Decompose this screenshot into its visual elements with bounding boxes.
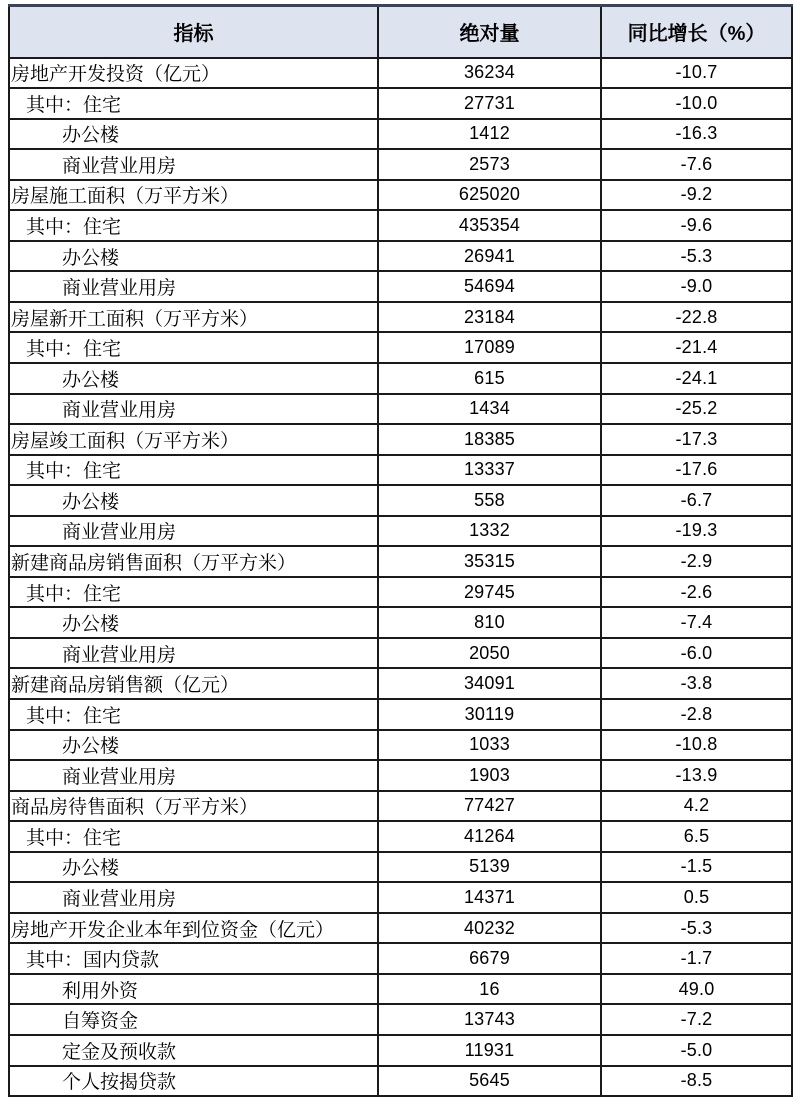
absolute-amount-cell: 558: [378, 485, 601, 516]
absolute-amount-cell: 23184: [378, 302, 601, 333]
table-row: [9, 546, 792, 577]
table-row: [9, 149, 792, 180]
yoy-growth-cell: -2.9: [601, 546, 792, 577]
yoy-growth-cell: -6.0: [601, 638, 792, 669]
table-row: [9, 1066, 792, 1097]
table-row: [9, 821, 792, 852]
table-row: [9, 180, 792, 211]
absolute-amount-cell: 615: [378, 363, 601, 394]
table-row: [9, 638, 792, 669]
header-absolute-amount: 绝对量: [378, 6, 601, 58]
absolute-amount-cell: 2050: [378, 638, 601, 669]
absolute-amount-cell: 54694: [378, 271, 601, 302]
table-row: [9, 119, 792, 150]
table-row: [9, 302, 792, 333]
absolute-amount-cell: 40232: [378, 913, 601, 944]
yoy-growth-cell: -17.3: [601, 424, 792, 455]
absolute-amount-cell: 2573: [378, 149, 601, 180]
absolute-amount-cell: 18385: [378, 424, 601, 455]
table-row: [9, 210, 792, 241]
indicator-cell: 商业营业用房: [9, 516, 378, 547]
absolute-amount-cell: 30119: [378, 699, 601, 730]
indicator-cell: 办公楼: [9, 363, 378, 394]
indicator-cell: 办公楼: [9, 485, 378, 516]
indicator-cell: 商业营业用房: [9, 394, 378, 425]
absolute-amount-cell: 13337: [378, 455, 601, 486]
yoy-growth-cell: -9.6: [601, 210, 792, 241]
absolute-amount-cell: 36234: [378, 58, 601, 89]
indicator-cell: 新建商品房销售额（亿元）: [9, 668, 378, 699]
indicator-cell: 办公楼: [9, 852, 378, 883]
indicator-cell: 房屋新开工面积（万平方米）: [9, 302, 378, 333]
table-header: [9, 6, 792, 58]
table-row: [9, 455, 792, 486]
absolute-amount-cell: 29745: [378, 577, 601, 608]
indicator-cell: 其中：住宅: [9, 821, 378, 852]
yoy-growth-cell: -10.0: [601, 88, 792, 119]
absolute-amount-cell: 6679: [378, 943, 601, 974]
yoy-growth-cell: -5.3: [601, 913, 792, 944]
yoy-growth-cell: -7.4: [601, 607, 792, 638]
indicator-cell: 商业营业用房: [9, 271, 378, 302]
header-yoy-growth: 同比增长（%）: [601, 6, 792, 58]
yoy-growth-cell: 4.2: [601, 791, 792, 822]
yoy-growth-cell: -5.3: [601, 241, 792, 272]
yoy-growth-cell: -5.0: [601, 1035, 792, 1066]
absolute-amount-cell: 16: [378, 974, 601, 1005]
indicator-cell: 个人按揭贷款: [9, 1066, 378, 1097]
yoy-growth-cell: -1.7: [601, 943, 792, 974]
indicator-cell: 办公楼: [9, 607, 378, 638]
table-row: [9, 332, 792, 363]
table-row: [9, 241, 792, 272]
table-row: [9, 516, 792, 547]
table-row: [9, 577, 792, 608]
indicator-cell: 办公楼: [9, 241, 378, 272]
table-body: [9, 58, 792, 1097]
indicator-cell: 其中：国内贷款: [9, 943, 378, 974]
table-row: [9, 88, 792, 119]
yoy-growth-cell: -19.3: [601, 516, 792, 547]
table-row: [9, 271, 792, 302]
yoy-growth-cell: -24.1: [601, 363, 792, 394]
absolute-amount-cell: 810: [378, 607, 601, 638]
yoy-growth-cell: -9.0: [601, 271, 792, 302]
header-row: [9, 6, 792, 58]
absolute-amount-cell: 41264: [378, 821, 601, 852]
table-row: [9, 363, 792, 394]
absolute-amount-cell: 26941: [378, 241, 601, 272]
indicator-cell: 商业营业用房: [9, 149, 378, 180]
indicator-cell: 商业营业用房: [9, 760, 378, 791]
yoy-growth-cell: -8.5: [601, 1066, 792, 1097]
indicator-cell: 房地产开发投资（亿元）: [9, 58, 378, 89]
table-row: [9, 485, 792, 516]
yoy-growth-cell: -2.8: [601, 699, 792, 730]
yoy-growth-cell: -10.7: [601, 58, 792, 89]
table-row: [9, 394, 792, 425]
yoy-growth-cell: -2.6: [601, 577, 792, 608]
indicator-cell: 定金及预收款: [9, 1035, 378, 1066]
table-row: [9, 974, 792, 1005]
yoy-growth-cell: -21.4: [601, 332, 792, 363]
yoy-growth-cell: -3.8: [601, 668, 792, 699]
yoy-growth-cell: 6.5: [601, 821, 792, 852]
yoy-growth-cell: 49.0: [601, 974, 792, 1005]
indicator-cell: 房屋施工面积（万平方米）: [9, 180, 378, 211]
yoy-growth-cell: -6.7: [601, 485, 792, 516]
absolute-amount-cell: 1412: [378, 119, 601, 150]
table-row: [9, 943, 792, 974]
indicator-cell: 新建商品房销售面积（万平方米）: [9, 546, 378, 577]
header-indicator: 指标: [9, 6, 378, 58]
absolute-amount-cell: 77427: [378, 791, 601, 822]
indicator-cell: 其中：住宅: [9, 699, 378, 730]
absolute-amount-cell: 35315: [378, 546, 601, 577]
absolute-amount-cell: 1033: [378, 730, 601, 761]
indicator-cell: 其中：住宅: [9, 577, 378, 608]
indicator-cell: 办公楼: [9, 730, 378, 761]
absolute-amount-cell: 1903: [378, 760, 601, 791]
indicator-cell: 其中：住宅: [9, 332, 378, 363]
absolute-amount-cell: 34091: [378, 668, 601, 699]
table-row: [9, 58, 792, 89]
yoy-growth-cell: -25.2: [601, 394, 792, 425]
indicator-cell: 房地产开发企业本年到位资金（亿元）: [9, 913, 378, 944]
absolute-amount-cell: 625020: [378, 180, 601, 211]
absolute-amount-cell: 5139: [378, 852, 601, 883]
indicator-cell: 自筹资金: [9, 1004, 378, 1035]
absolute-amount-cell: 1434: [378, 394, 601, 425]
absolute-amount-cell: 14371: [378, 882, 601, 913]
absolute-amount-cell: 1332: [378, 516, 601, 547]
table-row: [9, 791, 792, 822]
yoy-growth-cell: -16.3: [601, 119, 792, 150]
real-estate-statistics-table: [8, 4, 793, 1097]
indicator-cell: 其中：住宅: [9, 88, 378, 119]
indicator-cell: 利用外资: [9, 974, 378, 1005]
yoy-growth-cell: -17.6: [601, 455, 792, 486]
indicator-cell: 房屋竣工面积（万平方米）: [9, 424, 378, 455]
table-row: [9, 1035, 792, 1066]
yoy-growth-cell: -7.6: [601, 149, 792, 180]
indicator-cell: 商品房待售面积（万平方米）: [9, 791, 378, 822]
yoy-growth-cell: 0.5: [601, 882, 792, 913]
yoy-growth-cell: -13.9: [601, 760, 792, 791]
absolute-amount-cell: 11931: [378, 1035, 601, 1066]
table-row: [9, 699, 792, 730]
table-row: [9, 668, 792, 699]
table-row: [9, 760, 792, 791]
yoy-growth-cell: -9.2: [601, 180, 792, 211]
indicator-cell: 办公楼: [9, 119, 378, 150]
indicator-cell: 其中：住宅: [9, 455, 378, 486]
absolute-amount-cell: 27731: [378, 88, 601, 119]
table-row: [9, 730, 792, 761]
table-row: [9, 607, 792, 638]
yoy-growth-cell: -22.8: [601, 302, 792, 333]
table-row: [9, 424, 792, 455]
table-row: [9, 852, 792, 883]
table-row: [9, 913, 792, 944]
indicator-cell: 其中：住宅: [9, 210, 378, 241]
indicator-cell: 商业营业用房: [9, 882, 378, 913]
table-row: [9, 1004, 792, 1035]
absolute-amount-cell: 17089: [378, 332, 601, 363]
yoy-growth-cell: -1.5: [601, 852, 792, 883]
indicator-cell: 商业营业用房: [9, 638, 378, 669]
yoy-growth-cell: -7.2: [601, 1004, 792, 1035]
absolute-amount-cell: 13743: [378, 1004, 601, 1035]
absolute-amount-cell: 435354: [378, 210, 601, 241]
yoy-growth-cell: -10.8: [601, 730, 792, 761]
absolute-amount-cell: 5645: [378, 1066, 601, 1097]
table-row: [9, 882, 792, 913]
